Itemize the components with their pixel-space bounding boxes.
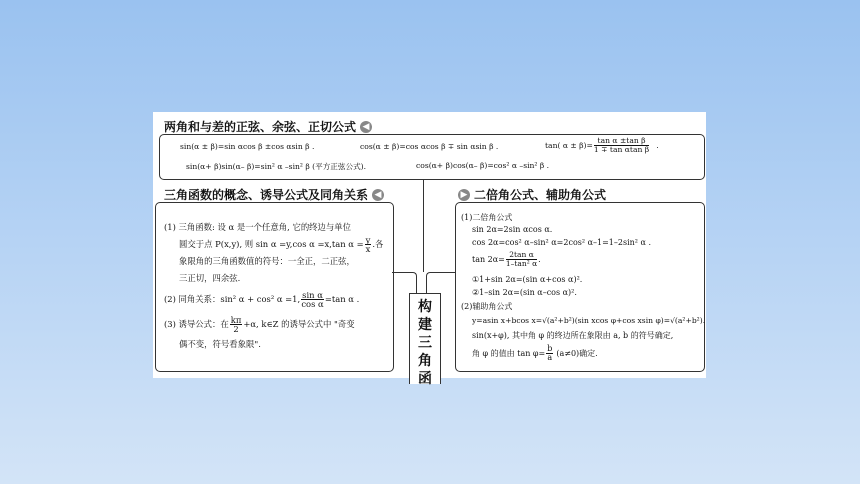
- fraction-numerator: 2tan α: [506, 251, 537, 260]
- tan-sum-prefix: tan( α ± β)=: [545, 140, 593, 150]
- auxiliary-angle-heading: (2)辅助角公式: [461, 302, 513, 311]
- fraction-denominator: x: [365, 244, 371, 255]
- section-title-double-angle: [458, 186, 606, 203]
- b-over-a-fraction: [546, 345, 553, 362]
- tan-sum-suffix: .: [656, 140, 659, 150]
- arrow-left-icon[interactable]: ◀: [360, 121, 372, 133]
- center-title-char: 构: [418, 299, 432, 315]
- item1-line2: [179, 236, 383, 254]
- section-title-concepts: [164, 186, 384, 203]
- tan-double-fraction: [506, 251, 537, 268]
- sin-sum-formula: sin(α ± β)=sin αcos β ±cos αsin β .: [180, 142, 315, 151]
- auxiliary-formula: [472, 316, 705, 325]
- connector-right: [426, 272, 456, 293]
- connector-vertical: [423, 180, 424, 272]
- center-title-char: 角: [418, 353, 432, 369]
- center-title-char: 函: [418, 371, 432, 387]
- fraction-numerator: kπ: [230, 315, 242, 325]
- auxiliary-formula-end: .: [702, 316, 706, 325]
- fraction-denominator: cos α: [301, 299, 324, 310]
- section-title-text: 三角函数的概念、诱导公式及同角关系: [164, 188, 369, 202]
- item1-line4: 三正切，四余弦.: [179, 273, 241, 283]
- item1-line2-prefix: 圆交于点 P(x,y), 则 sin α =y,cos α =x,tan α =: [179, 239, 364, 250]
- concepts-box: [155, 202, 394, 372]
- tan-double-formula: [472, 251, 541, 268]
- phi-value-suffix: (a≠0)确定.: [556, 349, 598, 358]
- section-title-text: 两角和与差的正弦、余弦、正切公式: [164, 120, 357, 134]
- tan-sum-denominator: 1 ∓ tan αtan β: [593, 144, 650, 154]
- sum-difference-box: [159, 134, 705, 180]
- identity-minus: ②1–sin 2α=(sin α–cos α)².: [472, 288, 577, 297]
- arrow-left-icon[interactable]: ◀: [372, 189, 384, 201]
- slide: [153, 112, 706, 387]
- sin-over-cos-fraction: [301, 291, 324, 309]
- item2: [164, 291, 359, 309]
- cos-double-formula: cos 2α=cos² α–sin² α=2cos² α–1=1–2sin² α .: [472, 238, 652, 247]
- tan-sum-formula: [545, 137, 659, 154]
- connector-left: [392, 272, 417, 293]
- item3-line1: [164, 316, 355, 334]
- sin-product-formula: sin(α+ β)sin(α– β)=sin² α –sin² β (平方正弦公式).: [186, 162, 367, 171]
- auxiliary-formula-text: y=asin x+bcos x=√(a²+b²)(sin xcos φ+cos xsin φ)=√(a²+b²): [472, 316, 703, 325]
- phi-value-line: [472, 345, 598, 362]
- cos-sum-formula: cos(α ± β)=cos αcos β ∓ sin αsin β .: [360, 142, 499, 151]
- item2-prefix: (2) 同角关系：sin² α + cos² α =1,: [164, 294, 301, 305]
- fraction-denominator: 1–tan² α: [505, 258, 538, 268]
- item3-suffix: +α, k∈Z 的诱导公式中 "奇变: [243, 319, 355, 330]
- tan-double-suffix: .: [538, 254, 541, 264]
- fraction-numerator: sin α: [302, 290, 323, 300]
- double-angle-heading: (1)二倍角公式: [461, 213, 513, 222]
- item1-line3: 象限角的三角函数值的符号：一全正，二正弦，: [179, 256, 355, 266]
- item1-line2-suffix: .各: [372, 239, 384, 250]
- k-pi-over-2-fraction: [230, 316, 243, 334]
- item1-line1: (1) 三角函数: 设 α 是一个任意角, 它的终边与单位: [164, 222, 352, 232]
- identity-plus: ①1+sin 2α=(sin α+cos α)².: [472, 275, 583, 284]
- fraction-denominator: 2: [233, 324, 239, 335]
- section-title-text: 二倍角公式、辅助角公式: [474, 188, 607, 202]
- double-angle-box: [455, 202, 705, 372]
- fraction-denominator: a: [547, 353, 553, 362]
- tan-sum-numerator: tan α ±tan β: [594, 137, 649, 146]
- fraction-numerator: b: [547, 344, 553, 353]
- section-title-sum-difference: [164, 118, 372, 135]
- cos-product-formula: cos(α+ β)cos(α– β)=cos² α –sin² β .: [416, 161, 550, 170]
- item3-prefix: (3) 诱导公式：在: [164, 319, 229, 330]
- center-title-box: [409, 293, 441, 387]
- sin-double-formula: sin 2α=2sin αcos α.: [472, 225, 553, 234]
- item2-suffix: =tan α .: [324, 294, 360, 305]
- tan-sum-fraction: [594, 137, 649, 154]
- item3-line2: 偶不变，符号看象限".: [179, 339, 261, 349]
- y-over-x-fraction: [365, 236, 372, 254]
- center-title-char: 三: [418, 335, 432, 351]
- arrow-right-icon[interactable]: ▶: [458, 189, 470, 201]
- tan-double-prefix: tan 2α=: [472, 254, 505, 264]
- fraction-numerator: y: [365, 235, 371, 245]
- phi-value-prefix: 角 φ 的值由 tan φ=: [472, 349, 546, 358]
- phi-quadrant-line: sin(x+φ), 其中角 φ 的终边所在象限由 a, b 的符号确定,: [472, 331, 674, 340]
- center-title-char: 建: [418, 317, 432, 333]
